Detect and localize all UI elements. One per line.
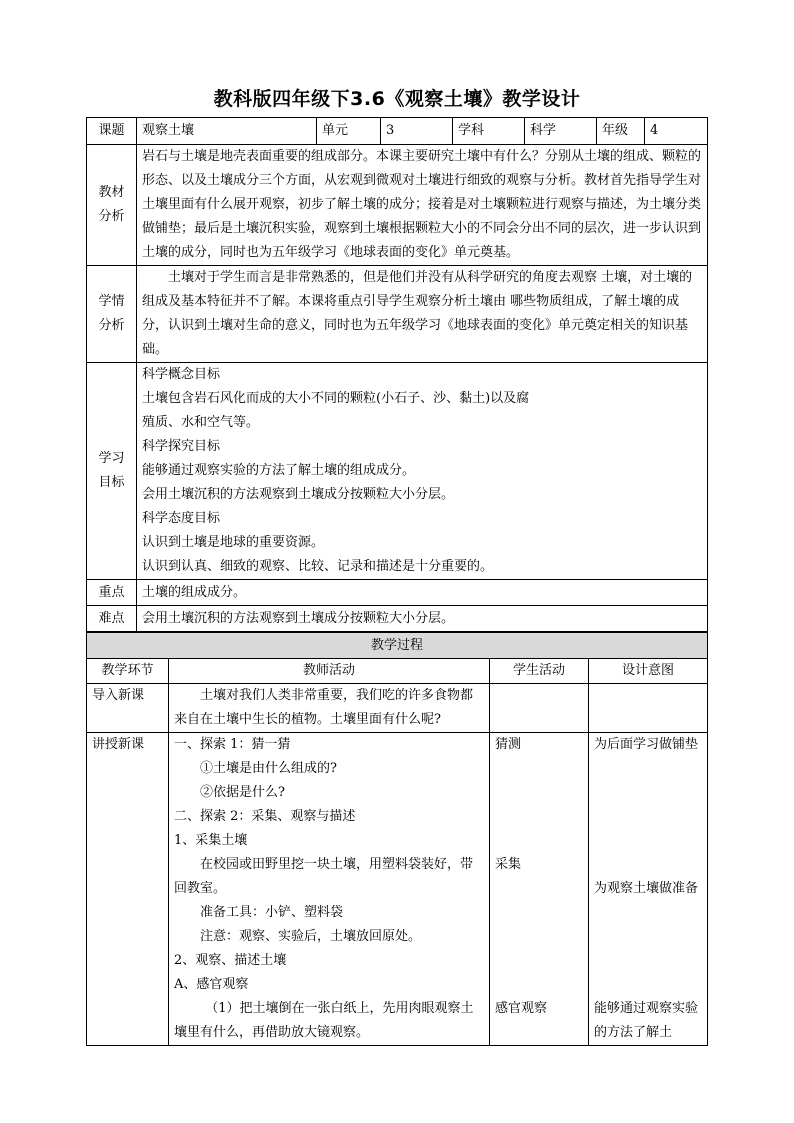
col-header-student: 学生活动 [490, 659, 589, 684]
process-heading: 教学过程 [87, 633, 708, 659]
learner-analysis-text: 土壤对于学生而言是非常熟悉的，但是他们并没有从科学研究的角度去观察 土壤，对土壤的组成及基本特征并不了解。本课将重点引导学生观察分析土壤由 哪些物质组成，了解土壤的成分，认识到土壤对生命的意义，同时也为五年级学习《地球表面的变化》单元奠定相关的知识基础。 [137, 266, 708, 363]
subject-value: 科学 [525, 118, 597, 145]
goals-label: 学习 目标 [87, 363, 137, 580]
intent-item-2: 为观察土壤做准备 [594, 881, 699, 896]
topic-value: 观察土壤 [137, 118, 317, 145]
lecture-design-intent [589, 733, 708, 1046]
teaching-process-table [86, 632, 708, 1046]
lesson-info-table [86, 117, 708, 632]
unit-value: 3 [381, 118, 453, 145]
key-point-label: 重点 [87, 580, 137, 606]
lecture-student-activity [490, 733, 589, 1046]
col-header-intent: 设计意图 [589, 659, 708, 684]
intro-stage: 导入新课 [87, 684, 169, 733]
student-item-collect: 采集 [495, 857, 522, 872]
unit-label: 单元 [317, 118, 381, 145]
col-header-stage: 教学环节 [87, 659, 169, 684]
lecture-teacher-activity: 一、探索 1：猜一猜 ①土壤是由什么组成的? ②依据是什么? 二、探索 2：采集、观察与描述 1、采集土壤 在校园或田野里挖一块土壤，用塑料袋装好，带回教室。 准备工具：小铲、塑料袋 注意：观察、实验后，土壤放回原处。 2、观察、描述土壤 A、感官观察 （1）把土壤倒在一张白纸上，先用肉眼观察土壤里有什么，再借助放大镜观察。 [169, 733, 490, 1046]
intro-teacher-activity: 土壤对我们人类非常重要，我们吃的许多食物都来自在土壤中生长的植物。土壤里面有什么呢? [169, 684, 490, 733]
intent-item-3: 能够通过观察实验的方法了解土 [594, 1001, 699, 1040]
difficulty-text: 会用土壤沉积的方法观察到土壤成分按颗粒大小分层。 [137, 606, 708, 632]
subject-label: 学科 [453, 118, 525, 145]
grade-label: 年级 [597, 118, 645, 145]
student-item-observe: 感官观察 [495, 1001, 548, 1016]
topic-label: 课题 [87, 118, 137, 145]
learner-label: 学情 分析 [87, 266, 137, 363]
intro-student-activity [490, 684, 589, 733]
material-label: 教材 分析 [87, 145, 137, 266]
lecture-stage: 讲授新课 [87, 733, 169, 1046]
intent-item-1: 为后面学习做铺垫 [594, 737, 699, 752]
student-item-guess: 猜测 [495, 737, 522, 752]
page-title: 教科版四年级下3.6《观察土壤》教学设计 [213, 88, 581, 110]
goals-text: 科学概念目标 土壤包含岩石风化而成的大小不同的颗粒(小石子、沙、黏土)以及腐 殖质、水和空气等。 科学探究目标 能够通过观察实验的方法了解土壤的组成成分。 会用土壤沉积的方法观察到土壤成分按颗粒大小分层。 科学态度目标 认识到土壤是地球的重要资源。 认识到认真、细致的观察、比较、记录和描述是十分重要的。 [137, 363, 708, 580]
material-analysis-text: 岩石与土壤是地壳表面重要的组成部分。本课主要研究土壤中有什么？分别从土壤的组成、颗粒的形态、以及土壤成分三个方面，从宏观到微观对土壤进行细致的观察与分析。教材首先指导学生对土壤里面有什么展开观察，初步了解土壤的成分；接着是对土壤颗粒进行观察与描述，为土壤分类做铺垫；最后是土壤沉积实验，观察到土壤根据颗粒大小的不同会分出不同的层次，进一步认识到土壤的成分，同时也为五年级学习《地球表面的变化》单元奠基。 [137, 145, 708, 266]
intro-design-intent [589, 684, 708, 733]
col-header-teacher: 教师活动 [169, 659, 490, 684]
grade-value: 4 [645, 118, 708, 145]
key-point-text: 土壤的组成成分。 [137, 580, 708, 606]
difficulty-label: 难点 [87, 606, 137, 632]
